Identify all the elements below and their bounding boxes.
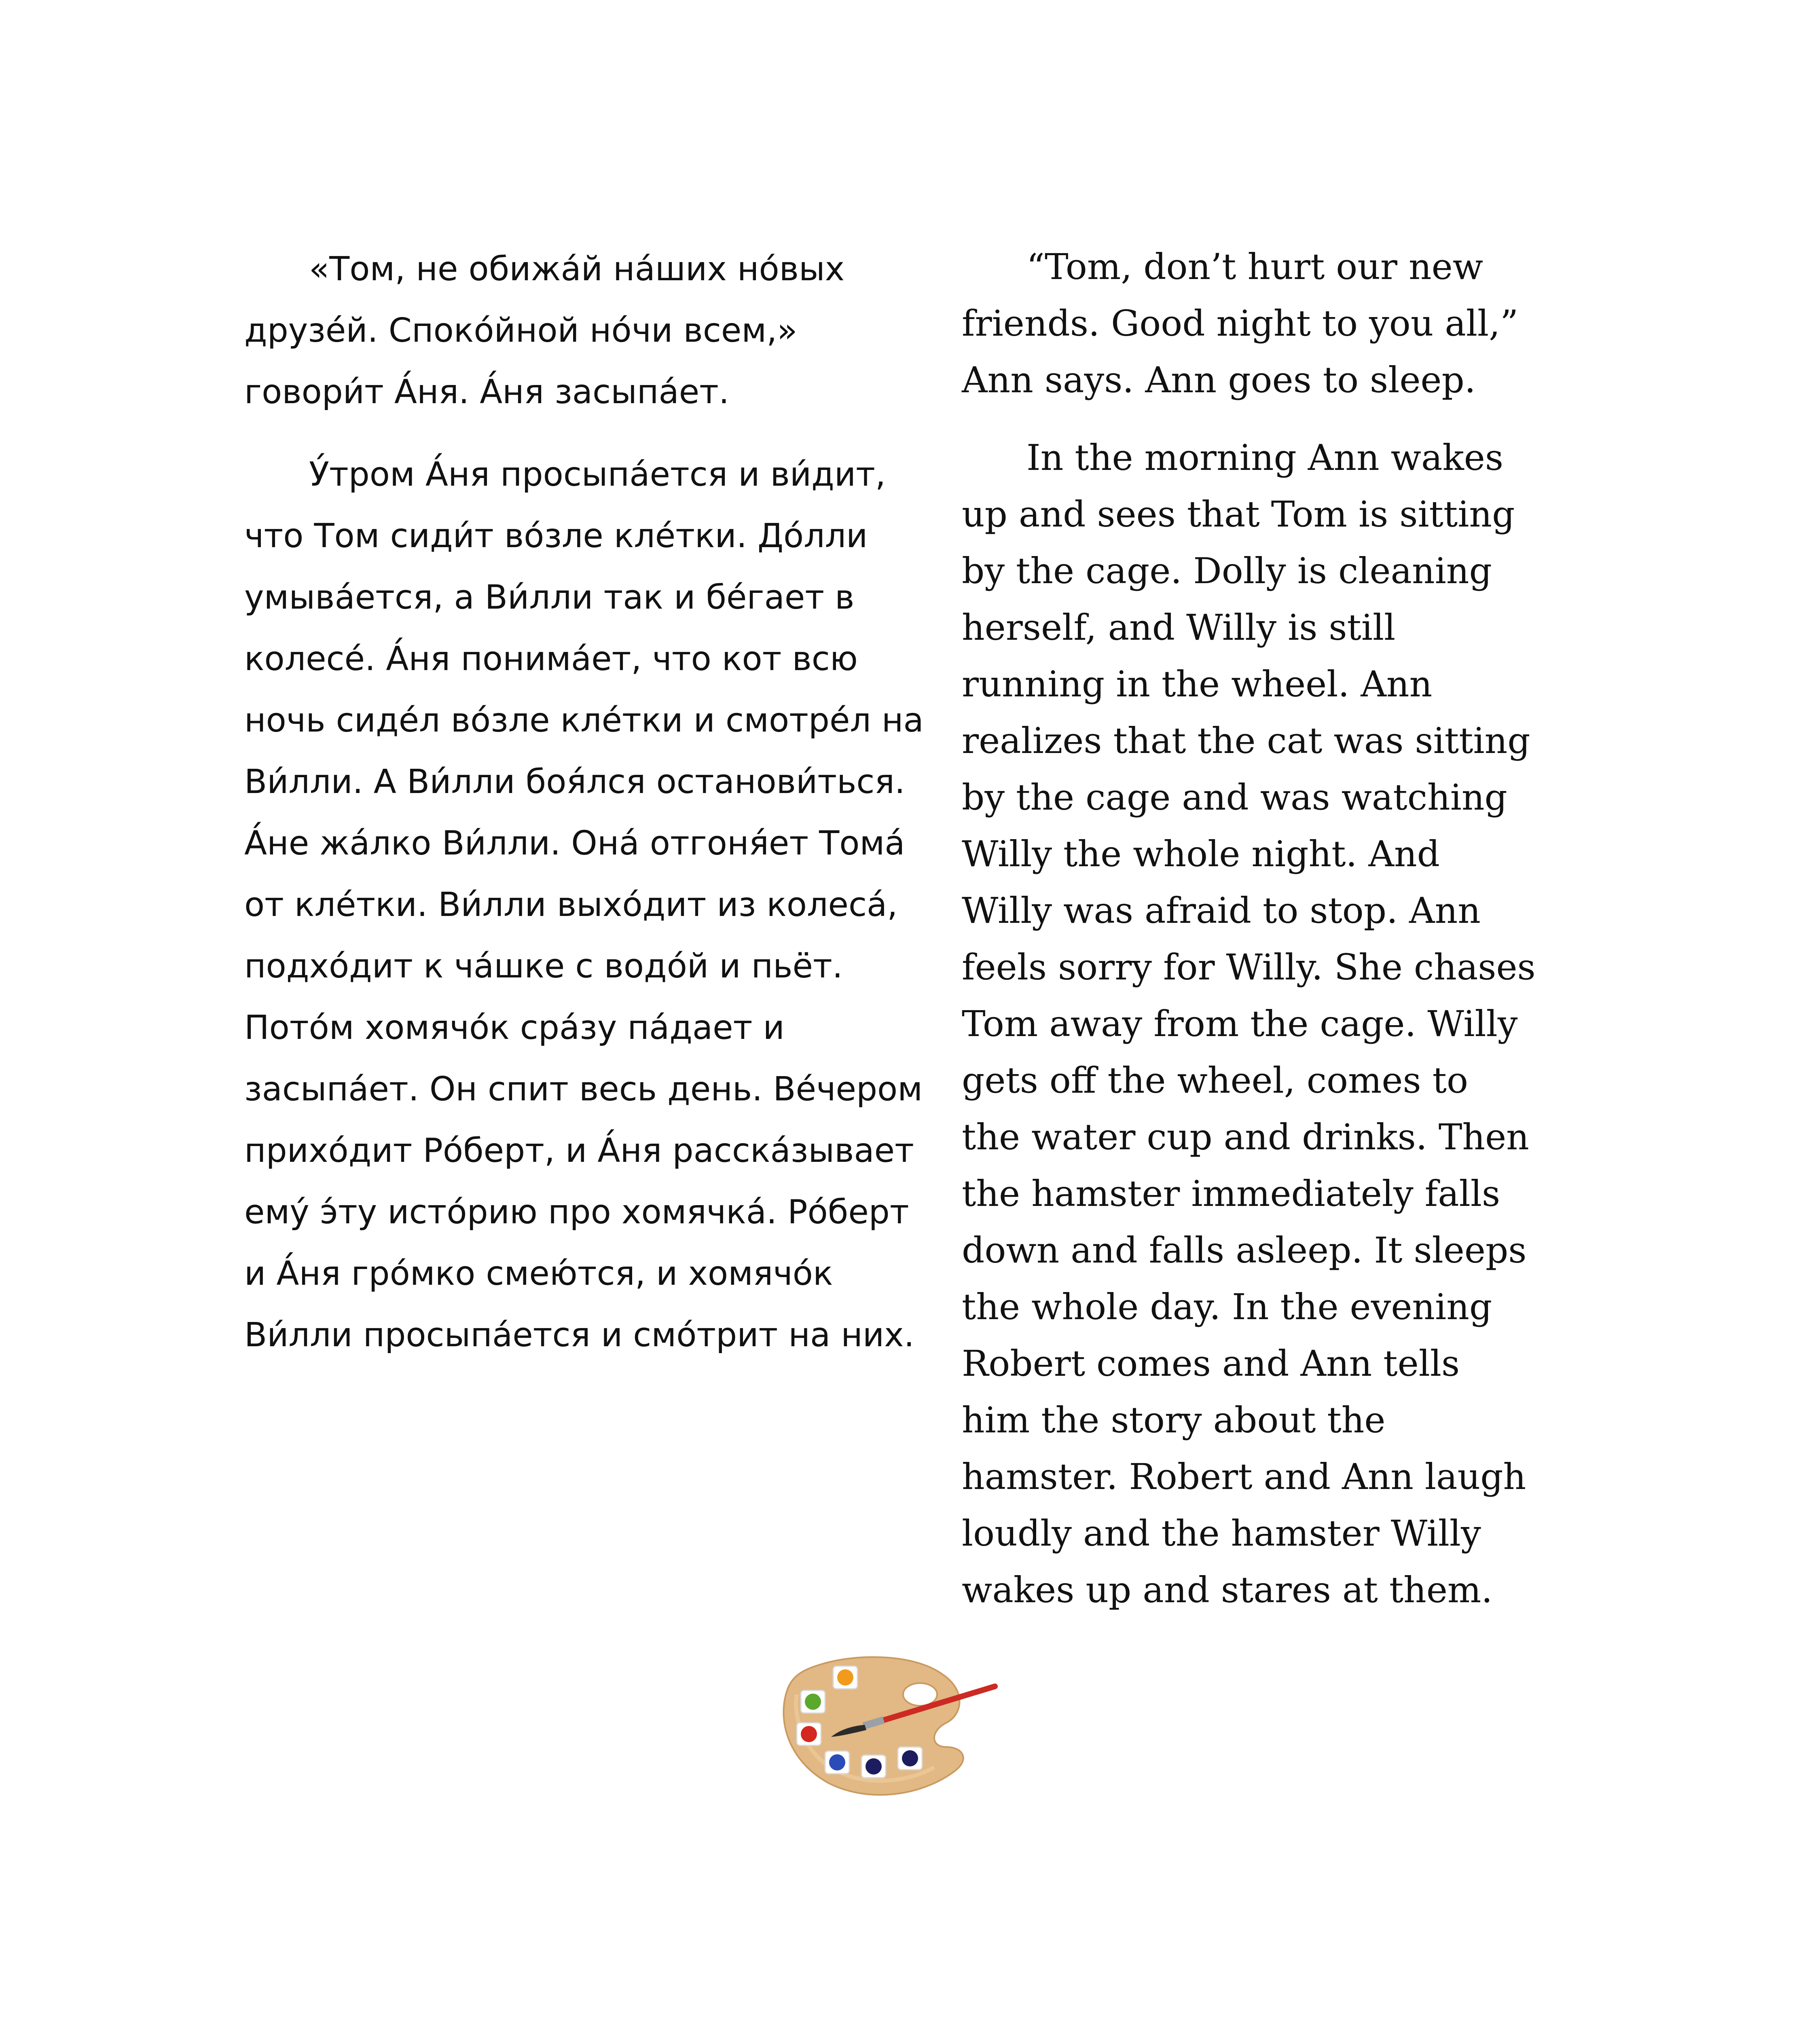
english-paragraph-1: “Tom, don’t hurt our new friends. Good night to you all,” Ann says. Ann goes to sleep. [962,246,1519,401]
paint-blue [825,1751,849,1774]
russian-paragraph-1: «Том, не обижа́й на́ших но́вых друзе́й. Споко́йной но́чи всем,» говори́т А́ня. А́ня засыпа́ет. [244,250,845,411]
paint-navy-2 [898,1747,922,1770]
english-text-column [962,239,1536,1618]
russian-text-column [244,239,932,1366]
paint-red [797,1723,821,1745]
paint-green [801,1690,825,1713]
russian-paragraph-2: У́тром А́ня просыпа́ется и ви́дит, что Том сиди́т во́зле кле́тки. До́лли умыва́ется, а Ви́лли так и бе́гает в колесе́. А́ня понима́ет, что кот всю ночь сиде́л во́зле кле́тки и смотре́л на Ви́лли. А Ви́лли боя́лся останови́ться. А́не жа́лко Ви́лли. Она́ отгоня́ет Тома́ от кле́тки. Ви́лли выхо́дит из колеса́, подхо́дит к ча́шке с водо́й и пьёт. Пото́м хомячо́к сра́зу па́дает и засыпа́ет. Он спит весь день. Ве́чером прихо́дит Ро́берт, и А́ня расска́зывает ему́ э́ту исто́рию про хомячка́. Ро́берт и А́ня гро́мко смею́тся, и хомячо́к Ви́лли просыпа́ется и смо́трит на них. [244,455,924,1354]
palette-thumb-hole [903,1683,937,1706]
paint-navy [861,1755,886,1778]
paint-orange [833,1666,857,1689]
english-paragraph-2: In the morning Ann wakes up and sees that Tom is sitting by the cage. Dolly is cleaning herself, and Willy is still running in the wheel. Ann realizes that the cat was sitting by the cage and was watching Willy the whole night. And Willy was afraid to stop. Ann feels sorry for Willy. She chases Tom away from the cage. Willy gets off the wheel, comes to the water cup and drinks. Then the hamster immediately falls down and falls asleep. It sleeps the whole day. In the evening Robert comes and Ann tells him the story about the hamster. Robert and Ann laugh loudly and the hamster Willy wakes up and stares at them. [962,437,1536,1611]
paint-palette-icon [760,1626,1003,1804]
